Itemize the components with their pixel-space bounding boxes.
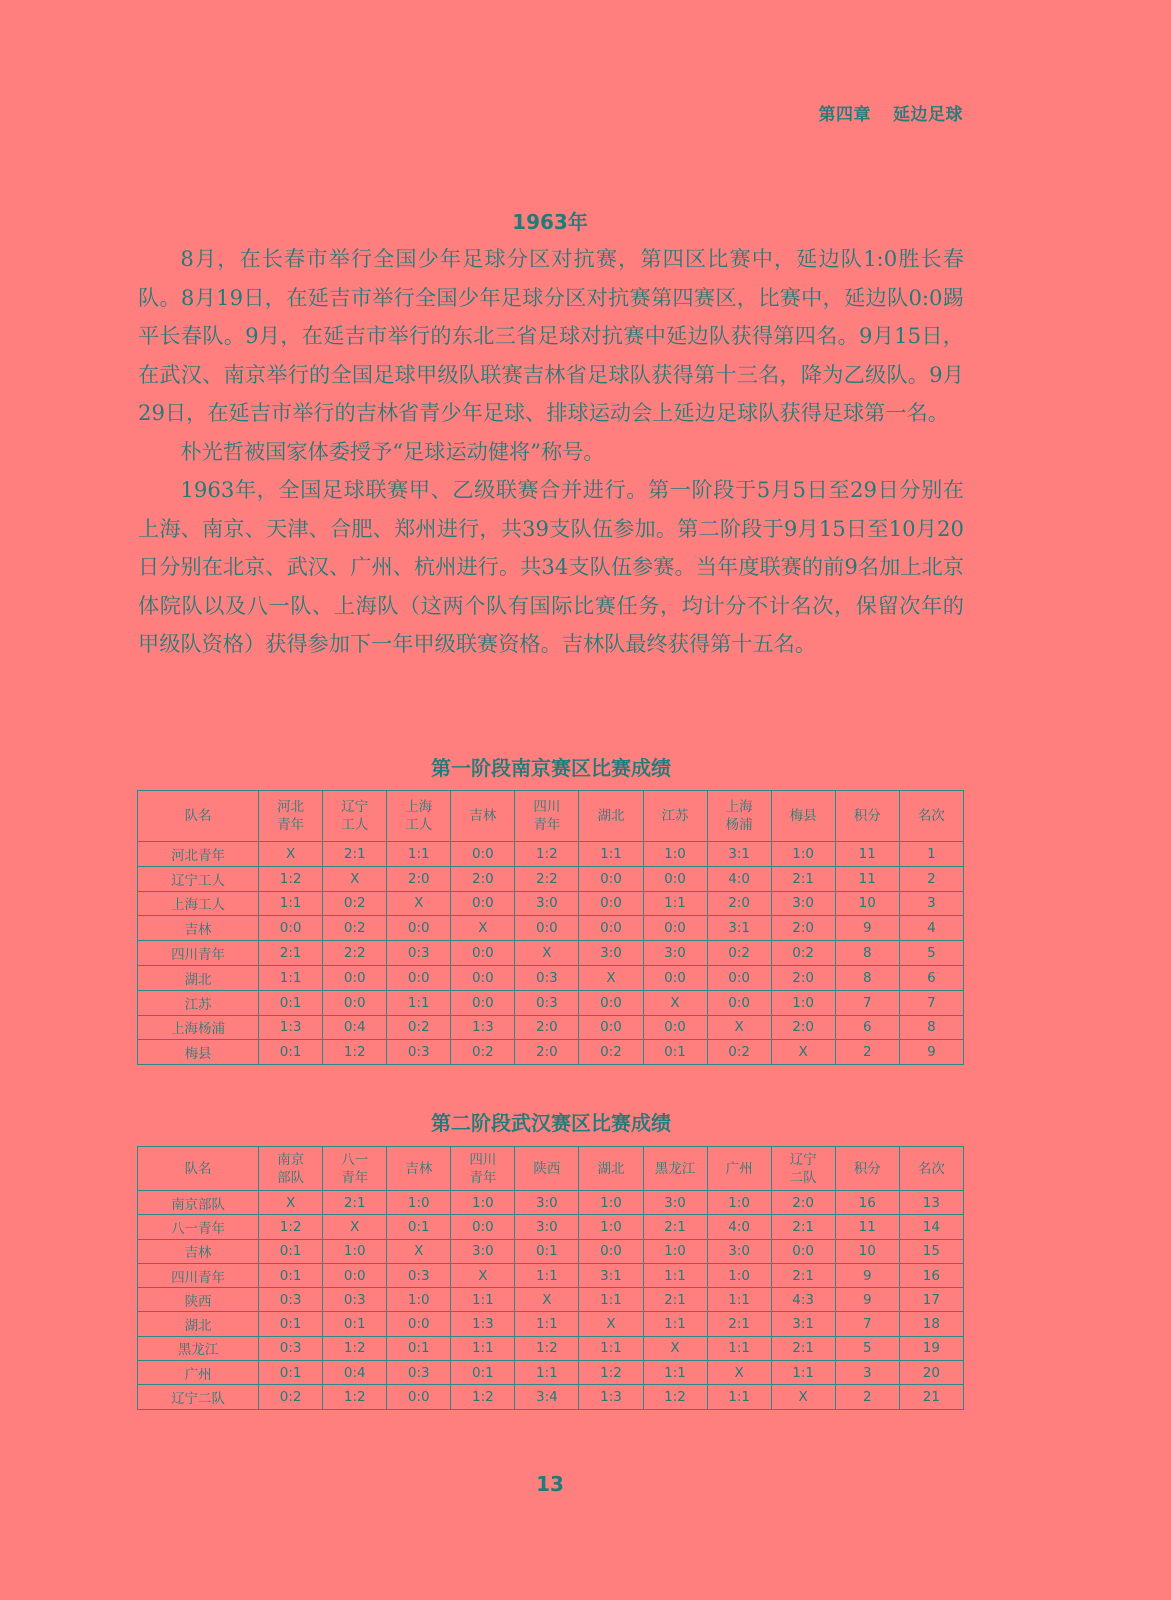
team-name-cell: 吉林 — [138, 916, 259, 941]
table-cell: 0:2 — [323, 916, 387, 941]
team-name-cell: 湖北 — [138, 965, 259, 990]
team-name-cell: 梅县 — [138, 1040, 259, 1065]
table-cell: 2:1 — [707, 1312, 771, 1336]
table-cell: 0:1 — [323, 1312, 387, 1336]
team-name-cell: 陕西 — [138, 1288, 259, 1312]
table-cell: 1:1 — [643, 1361, 707, 1385]
table-cell: 11 — [835, 842, 899, 867]
table-row — [138, 866, 964, 891]
table-cell: 0:0 — [387, 965, 451, 990]
team-name-cell: 四川青年 — [138, 941, 259, 966]
table-cell: 0:2 — [771, 941, 835, 966]
table-cell: 0:1 — [259, 990, 323, 1015]
table-cell: 4:0 — [707, 866, 771, 891]
table-cell: 0:3 — [387, 1361, 451, 1385]
table-cell: 0:0 — [387, 1312, 451, 1336]
table-cell: 1:0 — [707, 1263, 771, 1287]
table1-caption: 第一阶段南京赛区比赛成绩 — [431, 756, 671, 780]
table-cell: 1:0 — [579, 1215, 643, 1239]
table-cell: 1:0 — [771, 990, 835, 1015]
column-header: 陕西 — [515, 1147, 579, 1191]
table-cell: 0:0 — [387, 916, 451, 941]
table-cell: 9 — [835, 1263, 899, 1287]
table-cell: X — [707, 1015, 771, 1040]
table-cell: 0:0 — [451, 1215, 515, 1239]
table-cell: 0:1 — [643, 1040, 707, 1065]
table-cell: X — [323, 866, 387, 891]
column-header: 辽宁 工人 — [323, 791, 387, 842]
table-cell: 21 — [899, 1385, 963, 1409]
team-name-cell: 湖北 — [138, 1312, 259, 1336]
table-cell: 8 — [835, 965, 899, 990]
table-cell: 3:0 — [451, 1239, 515, 1263]
table-cell: 1:0 — [643, 1239, 707, 1263]
table-cell: 3:0 — [515, 1191, 579, 1215]
table-cell: 0:0 — [707, 965, 771, 990]
table-cell: 0:0 — [643, 866, 707, 891]
table-cell: 4:3 — [771, 1288, 835, 1312]
table-cell: 4 — [899, 916, 963, 941]
table-row — [138, 916, 964, 941]
table-cell: 1:2 — [515, 842, 579, 867]
column-header: 八一 青年 — [323, 1147, 387, 1191]
table-row — [138, 842, 964, 867]
table-cell: 0:4 — [323, 1015, 387, 1040]
column-header: 江苏 — [643, 791, 707, 842]
table-cell: 0:0 — [579, 866, 643, 891]
table-cell: 10 — [835, 891, 899, 916]
table-cell: 9 — [899, 1040, 963, 1065]
table-cell: 0:0 — [643, 1015, 707, 1040]
table-cell: 1:3 — [579, 1385, 643, 1409]
table-cell: X — [579, 1312, 643, 1336]
team-name-cell: 八一青年 — [138, 1215, 259, 1239]
table-cell: 1:2 — [643, 1385, 707, 1409]
table-cell: 0:1 — [387, 1336, 451, 1360]
table-cell: 0:3 — [259, 1288, 323, 1312]
table-cell: 18 — [899, 1312, 963, 1336]
table-cell: 2:1 — [323, 842, 387, 867]
table-row — [138, 965, 964, 990]
table-cell: 2:2 — [323, 941, 387, 966]
table-cell: 0:1 — [259, 1312, 323, 1336]
table-cell: X — [323, 1215, 387, 1239]
table-cell: 2:0 — [387, 866, 451, 891]
table-cell: 7 — [835, 990, 899, 1015]
table-cell: X — [771, 1385, 835, 1409]
column-header: 上海 工人 — [387, 791, 451, 842]
column-header: 四川 青年 — [515, 791, 579, 842]
table-row — [138, 1040, 964, 1065]
paragraph: 1963年，全国足球联赛甲、乙级联赛合并进行。第一阶段于5月5日至29日分别在上海、南京、天津、合肥、郑州进行，共39支队伍参加。第二阶段于9月15日至10月20日分别在北京、武汉、广州、杭州进行。共34支队伍参赛。当年度联赛的前9名加上北京体院队以及八一队、上海队（这两个队有国际比赛任务，均计分不计名次，保留次年的甲级队资格）获得参加下一年甲级联赛资格。吉林队最终获得第十五名。 — [138, 477, 964, 656]
table-cell: 2:1 — [643, 1288, 707, 1312]
table-cell: 0:0 — [451, 965, 515, 990]
table-cell: 1:2 — [323, 1336, 387, 1360]
column-header: 名次 — [899, 1147, 963, 1191]
table-cell: X — [771, 1040, 835, 1065]
table-cell: 1:1 — [259, 965, 323, 990]
table-cell: 0:1 — [515, 1239, 579, 1263]
table-cell: 0:0 — [579, 1239, 643, 1263]
table-cell: 1:1 — [707, 1336, 771, 1360]
table-row — [138, 941, 964, 966]
table2-caption: 第二阶段武汉赛区比赛成绩 — [431, 1111, 671, 1135]
table-cell: 1:1 — [643, 1263, 707, 1287]
table-cell: 0:0 — [579, 990, 643, 1015]
table-cell: 0:2 — [387, 1015, 451, 1040]
table-cell: 2 — [835, 1040, 899, 1065]
table-cell: X — [451, 1263, 515, 1287]
table-cell: 1:2 — [579, 1361, 643, 1385]
running-head — [819, 100, 964, 125]
table-cell: 1:1 — [387, 990, 451, 1015]
table-cell: 0:0 — [387, 1385, 451, 1409]
table-cell: 3:0 — [579, 941, 643, 966]
table-cell: 2:1 — [643, 1215, 707, 1239]
table-header-row — [138, 1147, 964, 1191]
table-header-row — [138, 791, 964, 842]
table-cell: 1:2 — [515, 1336, 579, 1360]
table-cell: 1:0 — [387, 1288, 451, 1312]
table-cell: 0:2 — [707, 1040, 771, 1065]
table-cell: 2:0 — [771, 1191, 835, 1215]
table-cell: 1 — [899, 842, 963, 867]
table-cell: 4:0 — [707, 1215, 771, 1239]
table-cell: 0:0 — [579, 891, 643, 916]
table-cell: 2:0 — [707, 891, 771, 916]
column-header-team: 队名 — [138, 1147, 259, 1191]
table-cell: 1:3 — [451, 1015, 515, 1040]
table-cell: 1:2 — [451, 1385, 515, 1409]
table-cell: 3 — [899, 891, 963, 916]
table-cell: 0:1 — [259, 1361, 323, 1385]
table-cell: 0:2 — [707, 941, 771, 966]
table-cell: 7 — [899, 990, 963, 1015]
table-row — [138, 1191, 964, 1215]
table-cell: 1:1 — [707, 1385, 771, 1409]
table-cell: 16 — [835, 1191, 899, 1215]
column-header: 广州 — [707, 1147, 771, 1191]
table-cell: 0:0 — [643, 965, 707, 990]
table-cell: 6 — [899, 965, 963, 990]
column-header: 名次 — [899, 791, 963, 842]
column-header: 吉林 — [387, 1147, 451, 1191]
table-cell: 3:1 — [771, 1312, 835, 1336]
table-cell: 0:0 — [259, 916, 323, 941]
table-cell: 0:3 — [387, 1040, 451, 1065]
table-cell: 1:0 — [771, 842, 835, 867]
paragraph: 8月，在长春市举行全国少年足球分区对抗赛，第四区比赛中，延边队1:0胜长春队。8月19日，在延吉市举行全国少年足球分区对抗赛第四赛区，比赛中，延边队0:0踢平长春队。9月，在延吉市举行的东北三省足球对抗赛中延边队获得第四名。9月15日，在武汉、南京举行的全国足球甲级队联赛吉林省足球队获得第十三名，降为乙级队。9月29日，在延吉市举行的吉林省青少年足球、排球运动会上延边足球队获得足球第一名。 — [138, 246, 964, 425]
table-cell: 1:2 — [259, 866, 323, 891]
table-cell: 1:1 — [515, 1361, 579, 1385]
table-cell: 15 — [899, 1239, 963, 1263]
table-cell: X — [643, 990, 707, 1015]
table-cell: 0:1 — [451, 1361, 515, 1385]
table-cell: X — [387, 891, 451, 916]
table-cell: 0:3 — [515, 990, 579, 1015]
table-cell: 1:0 — [387, 1191, 451, 1215]
table-cell: 19 — [899, 1336, 963, 1360]
table-cell: 1:1 — [387, 842, 451, 867]
body-text — [138, 240, 964, 664]
table-cell: X — [259, 1191, 323, 1215]
table-cell: 1:3 — [451, 1312, 515, 1336]
team-name-cell: 四川青年 — [138, 1263, 259, 1287]
table-cell: 20 — [899, 1361, 963, 1385]
table-cell: 0:1 — [259, 1040, 323, 1065]
table-cell: X — [579, 965, 643, 990]
team-name-cell: 上海工人 — [138, 891, 259, 916]
table-cell: 0:3 — [387, 1263, 451, 1287]
table-cell: 7 — [835, 1312, 899, 1336]
table-cell: 0:4 — [323, 1361, 387, 1385]
table-cell: 1:2 — [323, 1385, 387, 1409]
table-cell: 10 — [835, 1239, 899, 1263]
table-cell: X — [387, 1239, 451, 1263]
paragraph: 朴光哲被国家体委授予“足球运动健将”称号。 — [180, 438, 605, 464]
table-row — [138, 990, 964, 1015]
table-cell: 2:1 — [259, 941, 323, 966]
wuhan-results-table — [137, 1146, 964, 1410]
table-cell: X — [515, 1288, 579, 1312]
table-cell: 3:1 — [579, 1263, 643, 1287]
table-cell: 3:0 — [771, 891, 835, 916]
team-name-cell: 广州 — [138, 1361, 259, 1385]
team-name-cell: 辽宁二队 — [138, 1385, 259, 1409]
table-cell: 1:1 — [515, 1312, 579, 1336]
section-label: 延边足球 — [893, 105, 963, 125]
chapter-label: 第四章 — [818, 105, 871, 125]
table-cell: 9 — [835, 916, 899, 941]
table-cell: 1:1 — [515, 1263, 579, 1287]
table-cell: 1:1 — [451, 1288, 515, 1312]
column-header: 湖北 — [579, 1147, 643, 1191]
column-header: 吉林 — [451, 791, 515, 842]
table-row — [138, 1263, 964, 1287]
table-cell: 1:2 — [323, 1040, 387, 1065]
table-cell: 16 — [899, 1263, 963, 1287]
table-cell: 2:0 — [451, 866, 515, 891]
table-cell: 1:0 — [707, 1191, 771, 1215]
team-name-cell: 江苏 — [138, 990, 259, 1015]
table-row — [138, 1239, 964, 1263]
table-cell: 0:2 — [259, 1385, 323, 1409]
table-cell: 2:0 — [515, 1040, 579, 1065]
table-row — [138, 1312, 964, 1336]
table-cell: 0:1 — [387, 1215, 451, 1239]
table-cell: 3:1 — [707, 842, 771, 867]
table-cell: 0:0 — [771, 1239, 835, 1263]
team-name-cell: 上海杨浦 — [138, 1015, 259, 1040]
table-cell: 3:0 — [515, 891, 579, 916]
table-cell: 0:1 — [259, 1263, 323, 1287]
table-cell: 9 — [835, 1288, 899, 1312]
team-name-cell: 吉林 — [138, 1239, 259, 1263]
table-cell: 6 — [835, 1015, 899, 1040]
table-cell: 2:0 — [771, 965, 835, 990]
table-cell: 1:1 — [643, 1312, 707, 1336]
table-row — [138, 1385, 964, 1409]
table-row — [138, 1015, 964, 1040]
table-cell: 1:1 — [771, 1361, 835, 1385]
table-cell: 3:1 — [707, 916, 771, 941]
table-cell: 0:2 — [451, 1040, 515, 1065]
page-number: 13 — [536, 1472, 564, 1496]
table-cell: 0:0 — [643, 916, 707, 941]
column-header: 河北 青年 — [259, 791, 323, 842]
table-cell: 1:0 — [323, 1239, 387, 1263]
table-cell: X — [515, 941, 579, 966]
column-header: 上海 杨浦 — [707, 791, 771, 842]
table-cell: 3:0 — [643, 941, 707, 966]
table-cell: 0:0 — [579, 1015, 643, 1040]
column-header: 积分 — [835, 1147, 899, 1191]
table-cell: 1:0 — [579, 1191, 643, 1215]
table-cell: 2:1 — [771, 1336, 835, 1360]
column-header: 辽宁 二队 — [771, 1147, 835, 1191]
table-cell: 14 — [899, 1215, 963, 1239]
table-cell: 0:3 — [387, 941, 451, 966]
table-cell: 0:2 — [323, 891, 387, 916]
table-cell: 3:0 — [643, 1191, 707, 1215]
year-heading: 1963年 — [512, 210, 588, 234]
table-cell: 11 — [835, 866, 899, 891]
team-name-cell: 南京部队 — [138, 1191, 259, 1215]
table-cell: 2 — [835, 1385, 899, 1409]
table-row — [138, 891, 964, 916]
table-cell: 2:0 — [771, 1015, 835, 1040]
table-cell: 8 — [835, 941, 899, 966]
table-cell: 2:1 — [771, 1263, 835, 1287]
table-cell: 0:0 — [451, 990, 515, 1015]
table-row — [138, 1336, 964, 1360]
table-cell: 3:4 — [515, 1385, 579, 1409]
column-header: 黑龙江 — [643, 1147, 707, 1191]
table-cell: 0:0 — [707, 990, 771, 1015]
table-cell: 8 — [899, 1015, 963, 1040]
table-cell: 11 — [835, 1215, 899, 1239]
table-cell: 0:3 — [259, 1336, 323, 1360]
column-header-team: 队名 — [138, 791, 259, 842]
table-cell: 0:3 — [515, 965, 579, 990]
table-cell: 1:1 — [579, 1336, 643, 1360]
table-cell: 0:0 — [323, 1263, 387, 1287]
table-cell: 1:1 — [451, 1336, 515, 1360]
column-header: 南京 部队 — [259, 1147, 323, 1191]
table-row — [138, 1361, 964, 1385]
table-cell: 3:0 — [707, 1239, 771, 1263]
table-cell: X — [451, 916, 515, 941]
table-cell: 1:1 — [579, 1288, 643, 1312]
table-cell: 3 — [835, 1361, 899, 1385]
table-cell: 2:1 — [323, 1191, 387, 1215]
table-cell: 0:0 — [451, 941, 515, 966]
table-cell: 1:0 — [643, 842, 707, 867]
column-header: 湖北 — [579, 791, 643, 842]
team-name-cell: 辽宁工人 — [138, 866, 259, 891]
table-cell: 1:3 — [259, 1015, 323, 1040]
table-cell: 0:0 — [515, 916, 579, 941]
table-cell: 1:1 — [579, 842, 643, 867]
team-name-cell: 黑龙江 — [138, 1336, 259, 1360]
table-cell: 1:1 — [707, 1288, 771, 1312]
table-cell: 2:1 — [771, 1215, 835, 1239]
column-header: 积分 — [835, 791, 899, 842]
table-cell: 2:2 — [515, 866, 579, 891]
table-cell: 3:0 — [515, 1215, 579, 1239]
table-cell: X — [643, 1336, 707, 1360]
table-cell: 0:0 — [323, 965, 387, 990]
team-name-cell: 河北青年 — [138, 842, 259, 867]
table-row — [138, 1288, 964, 1312]
column-header: 四川 青年 — [451, 1147, 515, 1191]
table-cell: 5 — [899, 941, 963, 966]
table-row — [138, 1215, 964, 1239]
table-cell: 2:1 — [771, 866, 835, 891]
table-cell: 2:0 — [515, 1015, 579, 1040]
table-cell: 0:3 — [323, 1288, 387, 1312]
table-cell: 0:0 — [451, 891, 515, 916]
table-cell: 0:0 — [451, 842, 515, 867]
table-cell: 17 — [899, 1288, 963, 1312]
table-cell: 1:0 — [451, 1191, 515, 1215]
table-cell: 1:1 — [259, 891, 323, 916]
table-cell: 0:0 — [323, 990, 387, 1015]
table-cell: 2:0 — [771, 916, 835, 941]
table-cell: 0:0 — [579, 916, 643, 941]
table-cell: 0:2 — [579, 1040, 643, 1065]
table-cell: 13 — [899, 1191, 963, 1215]
table-cell: 2 — [899, 866, 963, 891]
column-header: 梅县 — [771, 791, 835, 842]
table-cell: 1:1 — [643, 891, 707, 916]
table-cell: 5 — [835, 1336, 899, 1360]
table-cell: 0:1 — [259, 1239, 323, 1263]
table-cell: 1:2 — [259, 1215, 323, 1239]
nanjing-results-table — [137, 790, 964, 1065]
table-cell: X — [707, 1361, 771, 1385]
table-cell: X — [259, 842, 323, 867]
